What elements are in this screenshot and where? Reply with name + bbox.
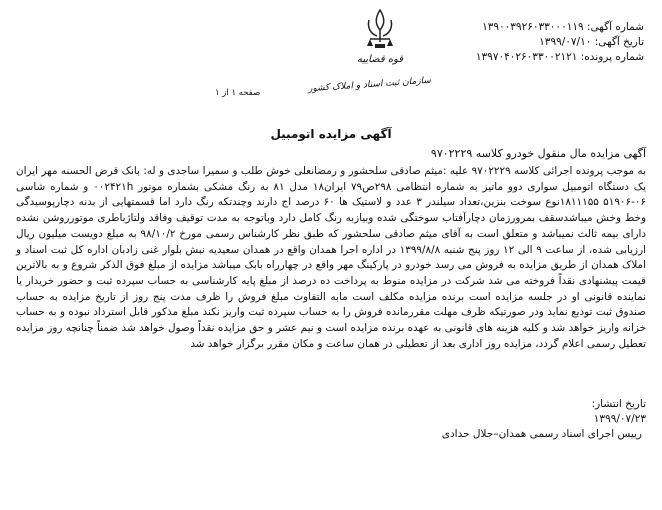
judiciary-logo-icon [363, 6, 397, 52]
ad-meta-block [414, 20, 644, 65]
auction-notice-body: به موجب پرونده اجرائی کلاسه ۹۷۰۲۲۲۹ علیه :میثم صادقی سلحشور و رمضانعلی خوش طلب و سمیرا ساجدی و له: بانک قرض الحسنه مهر ایران یک دستگاه اتومبیل سواری دوو ماتیز به شماره انتظامی ۲۹۸ص۷۹ ایران۱۸ مدل ۸۱ به رنگ مشکی بشماره موتور ۰۰۲۴۲۱h و شماره شاسی ۰۶-۵۱۹۰۶ ۱۸۱۱۱۵۵نوع سوخت بنزین،تعداد سیلندر ۳ عدد و لاستیک ها ۶۰ درصد اج دارند وچندتکه رنگ دارد اما قسمتهایی از بدنه دچارپوسیدگی وخط وخش میباشدسقف بمرورزمان دچارآفتاب سوختگی شده وبیازبه رنگ کامل دارد وباتوجه به مدت توقیف وفاقد ولتاژباطری موتورروشن نشده دارای بیمه ثالث نمیباشد و متعلق است به آقای میثم صادقی سلحشور که طبق نظر کارشناس رسمی مورخ ۹۸/۱۰/۲ به مبلغ دویست میلیون ریال ارزیابی شده، از ساعت ۹ الی ۱۲ روز پنج شنبه ۱۳۹۹/۸/۸ در اداره اجرا همدان واقع در همدان سعیدیه نبش بلوار غنی زادبان اداره کل ثبت اسناد و املاک همدان از طریق مزایده به فروش می رسد خودرو در پارکینگ مهر واقع در چهارراه بابک میباشد مزایده از مبلغ فوق الذکر شروع و به بالاترین قیمت پیشنهادی نقداً فروخته می شد شرکت در مزایده منوط به پرداخت ده درصد از مبلغ پایه کارشناسی به حساب سپرده ثبت و حضور خریدار یا نماینده قانونی او در جلسه مزایده است برنده مزایده مکلف است مابه التفاوت مبلغ فروش را ظرف مدت پنج روز از تاریخ مزایده به حساب صندوق ثبت تودیع نماید ودر صورتیکه ظرف مهلت مقررمانده فروش را به حساب سپرده ثبت واریز نکند مبلغ مذکور قابل استرداد نبوده و به حساب خزانه واریز خواهد شد و کلیه هزینه های قانونی به عهده برنده مزایده است و نیم عشر و حق مزایده نقداً وصول خواهد شد ضمناً چنانچه روز مزایده تعطیل رسمی اعلام گردد، مزایده روز اداری بعد از تعطیلی در همان ساعت و مکان مقرر برگزار خواهد شد [16, 165, 646, 350]
page-title: آگهی مزایده اتومبیل [270, 127, 392, 141]
page-number: صفحه ۱ از ۱ [215, 88, 261, 98]
publication-date: ۱۳۹۹/۰۷/۲۳ [593, 413, 646, 425]
ad-number: شماره آگهی: ۱۳۹۰۰۳۹۲۶۰۳۳۰۰۰۱۱۹ [482, 21, 644, 33]
case-number: شماره پرونده: ۱۳۹۷۰۴۰۲۶۰۳۳۰۰۲۱۲۱ [475, 51, 644, 63]
publication-date-label: تاریخ انتشار: [591, 398, 646, 410]
judiciary-emblem [307, 6, 432, 96]
org-name-judiciary: قوه قضاییه [356, 54, 404, 65]
page-subtitle: آگهی مزایده مال منقول خودرو کلاسه ۹۷۰۲۲۲۹ [430, 147, 646, 160]
org-name-registration: سازمان ثبت اسناد و املاک کشور [307, 75, 432, 95]
ad-date: تاریخ آگهی: ۱۳۹۹/۰۷/۱۰ [539, 36, 644, 48]
signature: رییس اجرای اسناد رسمی همدان–جلال حدادی [441, 428, 642, 440]
